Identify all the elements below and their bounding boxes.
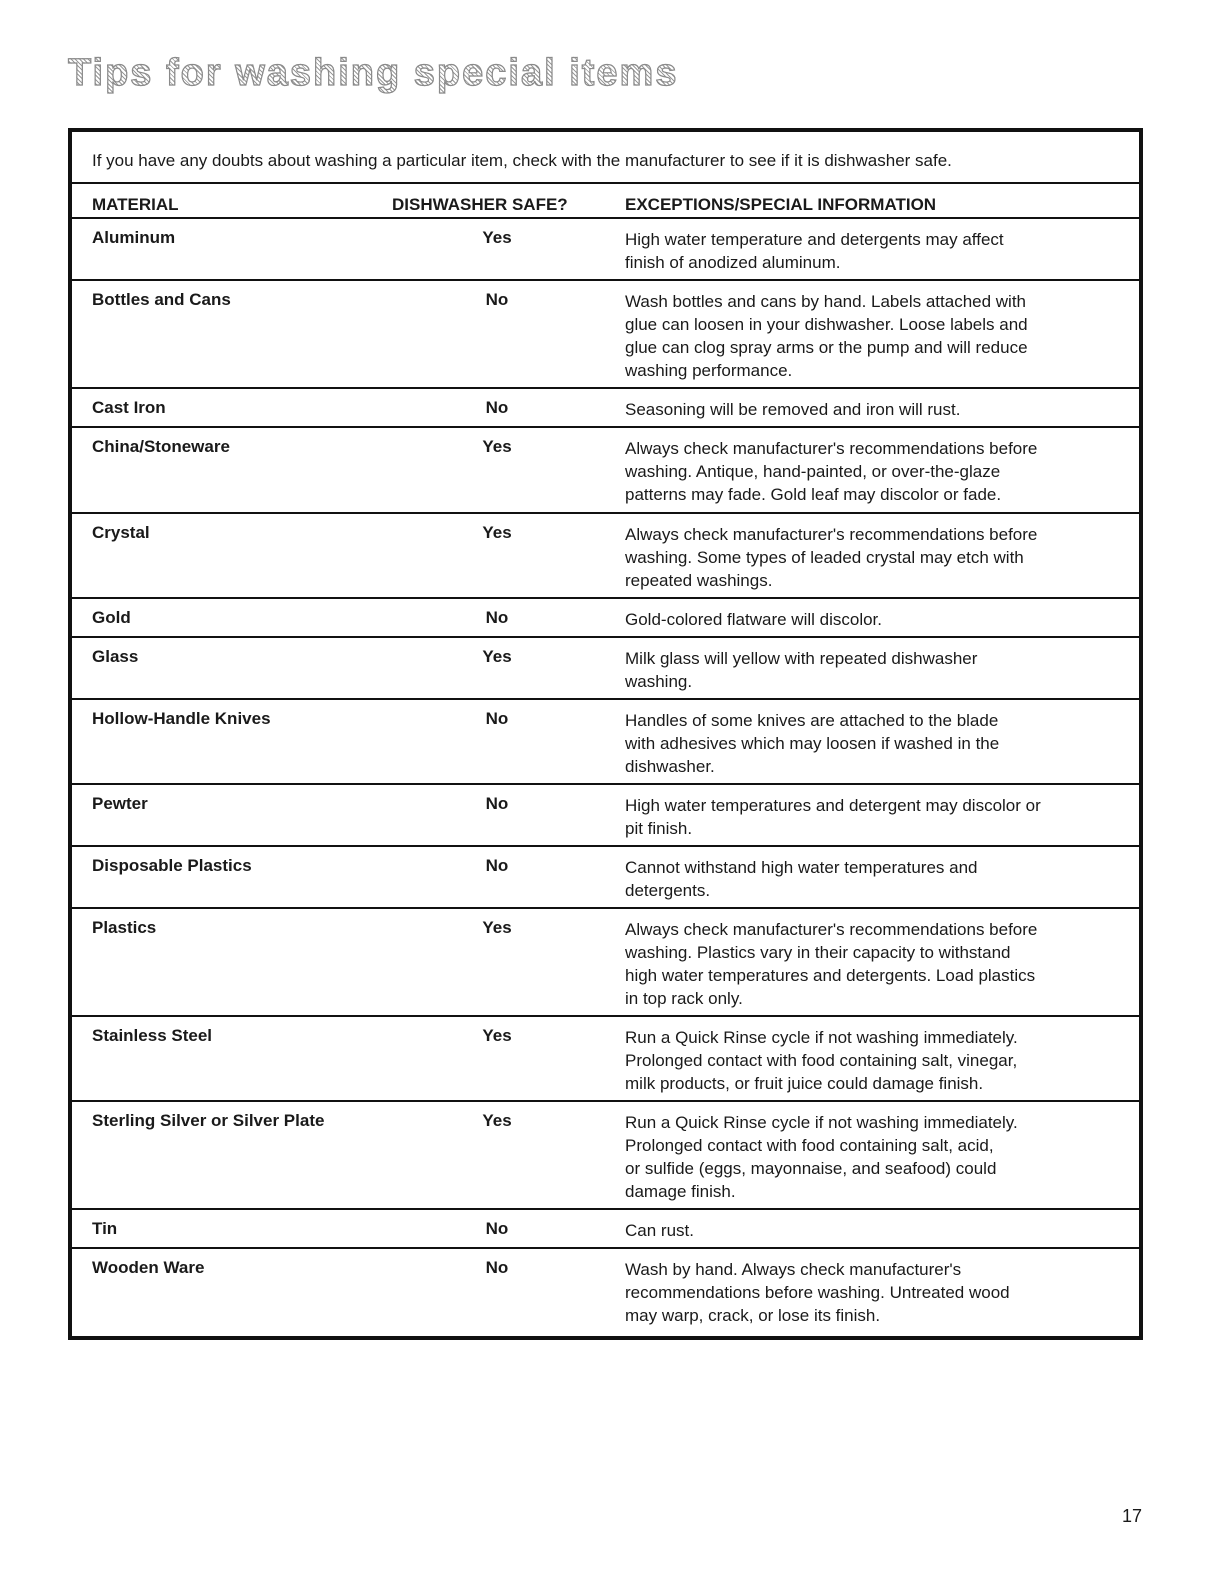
material-cell: Pewter	[92, 794, 148, 813]
special-information-cell: Milk glass will yellow with repeated dishwasher washing.	[625, 649, 978, 691]
material-cell: Bottles and Cans	[92, 290, 231, 309]
special-information-cell: Wash by hand. Always check manufacturer's recommendations before washing. Untreated wood may warp, crack, or lose its finish.	[625, 1260, 1010, 1325]
special-information-cell: Run a Quick Rinse cycle if not washing immediately. Prolonged contact with food containing salt, vinegar, milk products, or fruit juice could damage finish.	[625, 1028, 1018, 1093]
table-row	[72, 428, 1139, 514]
table-row	[72, 219, 1139, 281]
material-cell: Sterling Silver or Silver Plate	[92, 1111, 325, 1130]
dishwasher-safe-cell: No	[485, 794, 509, 813]
table-row	[72, 389, 1139, 428]
table-row	[72, 1017, 1139, 1102]
tips-table	[68, 128, 1143, 1340]
dishwasher-safe-cell: Yes	[482, 918, 512, 937]
table-row	[72, 638, 1139, 700]
special-information-cell: Always check manufacturer's recommendations before washing. Antique, hand-painted, or over-the-glaze patterns may fade. Gold leaf may discolor or fade.	[625, 439, 1038, 504]
dishwasher-safe-cell: Yes	[482, 437, 512, 456]
table-row	[72, 281, 1139, 389]
dishwasher-safe-cell: Yes	[482, 647, 512, 666]
material-cell: Wooden Ware	[92, 1258, 205, 1277]
dishwasher-safe-cell: Yes	[482, 1111, 512, 1130]
special-information-cell: Handles of some knives are attached to the blade with adhesives which may loosen if washed in the dishwasher.	[625, 711, 1000, 776]
dishwasher-safe-cell: Yes	[482, 228, 512, 247]
table-row	[72, 700, 1139, 785]
special-information-cell: Gold-colored flatware will discolor.	[625, 610, 882, 629]
header-dishwasher-safe: DISHWASHER SAFE?	[392, 194, 568, 214]
special-information-cell: Can rust.	[625, 1221, 694, 1240]
special-information-cell: Wash bottles and cans by hand. Labels attached with glue can loosen in your dishwasher. Loose labels and glue can clog spray arms or the pump and will reduce washing performance.	[625, 292, 1028, 380]
dishwasher-safe-cell: Yes	[482, 1026, 512, 1045]
special-information-cell: Seasoning will be removed and iron will rust.	[625, 400, 961, 419]
table-row	[72, 847, 1139, 909]
table-header	[72, 184, 1139, 219]
material-cell: Crystal	[92, 523, 150, 542]
table-row	[72, 1249, 1139, 1336]
table-row	[72, 599, 1139, 638]
material-cell: Plastics	[92, 918, 157, 937]
dishwasher-safe-cell: No	[485, 1258, 509, 1277]
dishwasher-safe-cell: No	[485, 290, 509, 309]
dishwasher-safe-cell: Yes	[482, 523, 512, 542]
dishwasher-safe-cell: No	[485, 856, 509, 875]
special-information-cell: Cannot withstand high water temperatures and detergents.	[625, 858, 978, 900]
table-row	[72, 1102, 1139, 1210]
table-row	[72, 785, 1139, 847]
material-cell: Disposable Plastics	[92, 856, 252, 875]
intro-text: If you have any doubts about washing a particular item, check with the manufacturer to see if it is dishwasher safe.	[72, 132, 1139, 184]
material-cell: Glass	[92, 647, 139, 666]
table-row	[72, 1210, 1139, 1249]
special-information-cell: High water temperatures and detergent may discolor or pit finish.	[625, 796, 1041, 838]
dishwasher-safe-cell: No	[485, 709, 509, 728]
table-row	[72, 909, 1139, 1017]
header-special-information: EXCEPTIONS/SPECIAL INFORMATION	[625, 194, 937, 214]
page-title: Tips for washing special items	[68, 52, 679, 94]
dishwasher-safe-cell: No	[485, 398, 509, 417]
special-information-cell: Always check manufacturer's recommendations before washing. Some types of leaded crystal may etch with repeated washings.	[625, 525, 1038, 590]
material-cell: Aluminum	[92, 228, 176, 247]
special-information-cell: Always check manufacturer's recommendations before washing. Plastics vary in their capacity to withstand high water temperatures and detergents. Load plastics in top rack only.	[625, 920, 1038, 1008]
special-information-cell: Run a Quick Rinse cycle if not washing immediately. Prolonged contact with food containing salt, acid, or sulfide (eggs, mayonnaise, and seafood) could damage finish.	[625, 1113, 1018, 1201]
dishwasher-safe-cell: No	[485, 1219, 509, 1238]
material-cell: Cast Iron	[92, 398, 166, 417]
material-cell: Gold	[92, 608, 131, 627]
page-number: 17	[1122, 1506, 1143, 1526]
table-body	[72, 219, 1139, 1336]
material-cell: China/Stoneware	[92, 437, 230, 456]
header-material: MATERIAL	[92, 194, 179, 214]
material-cell: Stainless Steel	[92, 1026, 213, 1045]
special-information-cell: High water temperature and detergents may affect finish of anodized aluminum.	[625, 230, 1004, 272]
dishwasher-safe-cell: No	[485, 608, 509, 627]
table-row	[72, 514, 1139, 599]
material-cell: Hollow-Handle Knives	[92, 709, 271, 728]
material-cell: Tin	[92, 1219, 118, 1238]
